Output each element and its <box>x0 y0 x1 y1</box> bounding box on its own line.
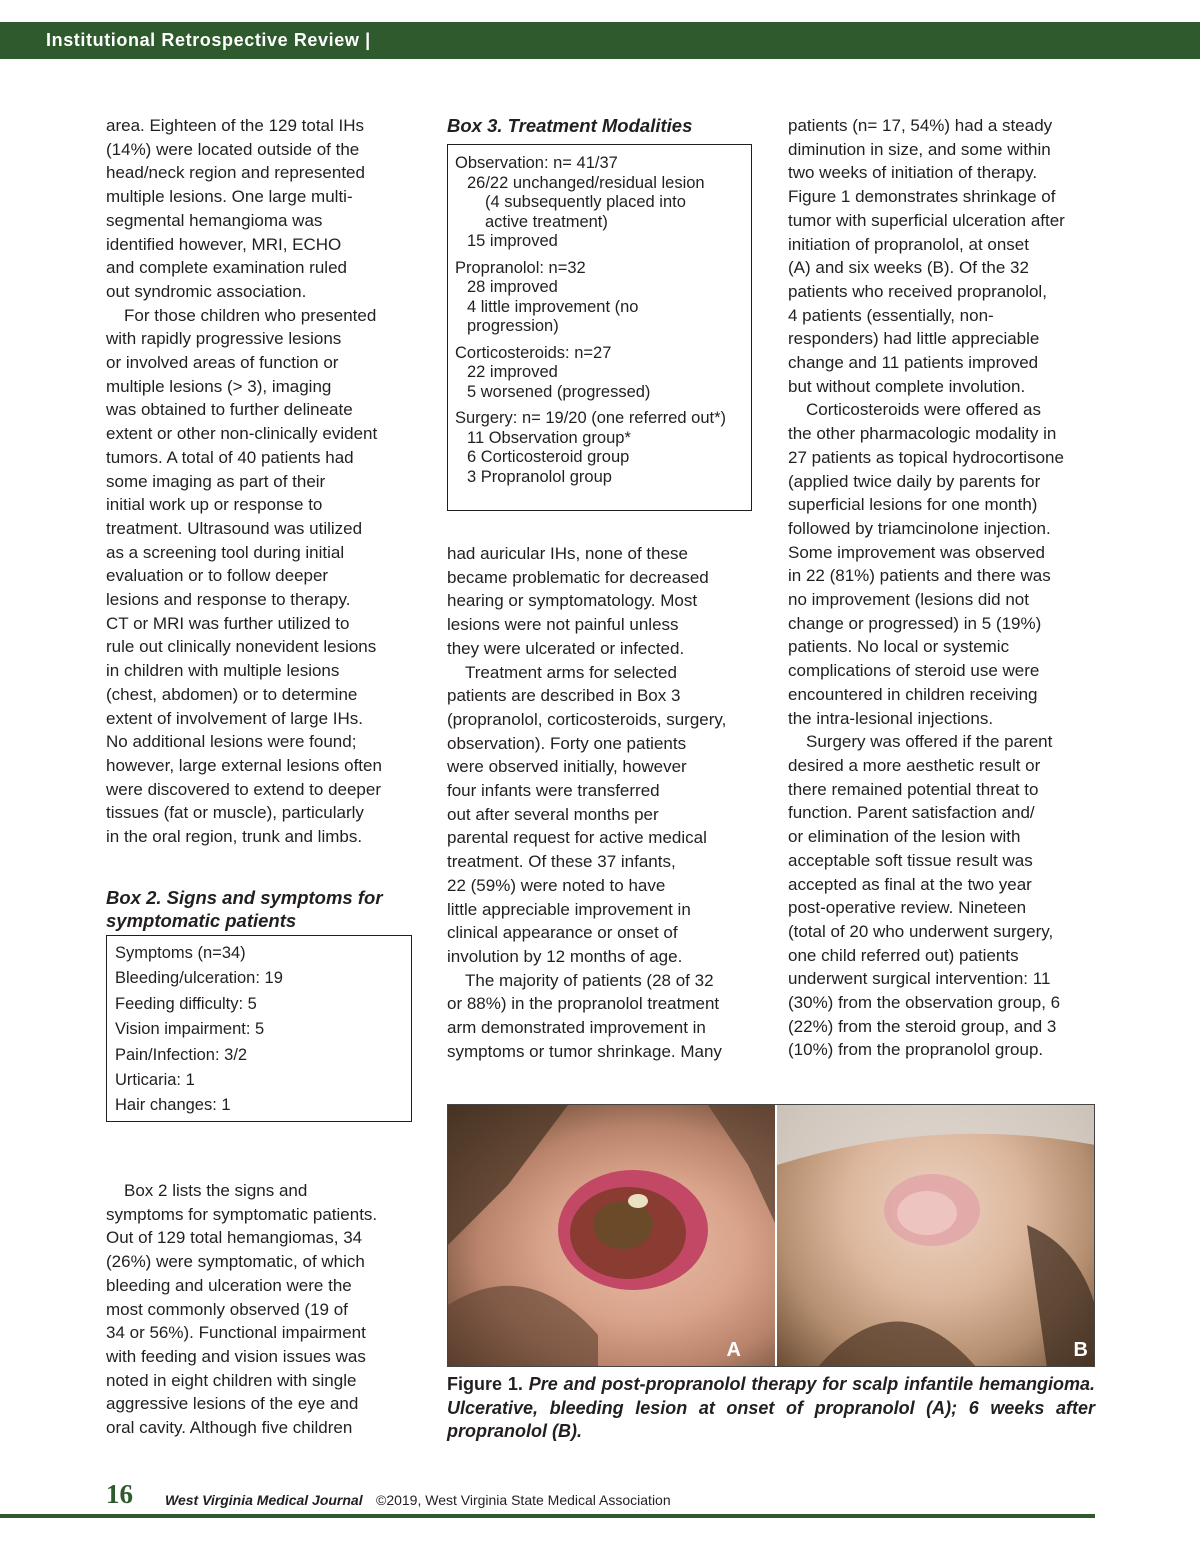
text-line: underwent surgical intervention: 11 <box>788 969 1051 989</box>
text-line: followed by triamcinolone injection. <box>788 518 1051 538</box>
text-line: was obtained to further delineate <box>106 400 353 420</box>
box3-row: 11 Observation group* <box>467 428 631 447</box>
text-line: patients. No local or systemic <box>788 637 1010 657</box>
photo-pre-treatment <box>448 1105 775 1366</box>
text-line: head/neck region and represented <box>106 163 365 183</box>
box3-row: Corticosteroids: n=27 <box>455 343 612 362</box>
footer-rule <box>0 1514 1095 1518</box>
text-line: had auricular IHs, none of these <box>447 544 688 563</box>
text-line: (22%) from the steroid group, and 3 <box>788 1016 1057 1036</box>
photo-label-b: B <box>1073 1339 1088 1361</box>
box3-row: 26/22 unchanged/residual lesion <box>467 173 705 192</box>
text-line: (14%) were located outside of the <box>106 139 360 159</box>
text-line: acceptable soft tissue result was <box>788 850 1033 870</box>
text-line: little appreciable improvement in <box>447 899 691 919</box>
text-line: superficial lesions for one month) <box>788 495 1038 515</box>
section-title: Institutional Retrospective Review | <box>46 30 371 50</box>
text-line: with feeding and vision issues was <box>106 1346 366 1366</box>
figure-caption <box>447 1373 1095 1444</box>
box2-row: Hair changes: 1 <box>115 1096 231 1115</box>
box2-row: Urticaria: 1 <box>115 1071 195 1090</box>
text-line: Corticosteroids were offered as <box>806 400 1041 420</box>
text-line: no improvement (lesions did not <box>788 590 1029 610</box>
text-line: post-operative review. Nineteen <box>788 898 1027 918</box>
text-line: as a screening tool during initial <box>106 542 345 562</box>
text-line: aggressive lesions of the eye and <box>106 1394 359 1414</box>
text-line: evaluation or to follow deeper <box>106 566 329 586</box>
text-line: Surgery was offered if the parent <box>806 732 1053 752</box>
text-line: change or progressed) in 5 (19%) <box>788 613 1042 633</box>
text-line: parental request for active medical <box>447 828 707 848</box>
text-line: were discovered to extend to deeper <box>106 779 382 799</box>
text-line: multiple lesions. One large multi- <box>106 187 353 207</box>
text-line: symptoms for symptomatic patients. <box>106 1204 378 1224</box>
box2-row: Bleeding/ulceration: 19 <box>115 969 283 988</box>
box3-row: Observation: n= 41/37 <box>455 154 618 172</box>
column-right-text <box>788 114 1094 1062</box>
text-line: arm demonstrated improvement in <box>447 1018 706 1038</box>
box2-row: Feeding difficulty: 5 <box>115 994 257 1013</box>
text-line: in the oral region, trunk and limbs. <box>106 827 363 847</box>
box3-row: 6 Corticosteroid group <box>467 448 630 466</box>
text-line: they were ulcerated or infected. <box>447 638 685 658</box>
text-line: out syndromic association. <box>106 281 307 301</box>
text-line: initial work up or response to <box>106 495 323 515</box>
text-line: the intra-lesional injections. <box>788 708 994 728</box>
box3-group <box>455 344 744 403</box>
box3-row: 5 worsened (progressed) <box>467 382 651 401</box>
text-line: were observed initially, however <box>447 757 687 777</box>
box2-symptoms-table <box>106 935 412 1122</box>
box3-row: progression) <box>467 317 559 335</box>
text-line: No additional lesions were found; <box>106 732 357 752</box>
box3-row: 28 improved <box>467 278 558 296</box>
column-middle-text <box>447 542 753 1063</box>
text-line: For those children who presented <box>124 305 377 325</box>
text-line: out after several months per <box>447 804 659 824</box>
text-line: (A) and six weeks (B). Of the 32 <box>788 258 1029 278</box>
box3-row: active treatment) <box>485 212 608 231</box>
text-line: 4 patients (essentially, non- <box>788 305 994 325</box>
copyright-notice: ©2019, West Virginia State Medical Association <box>376 1492 671 1508</box>
box3-row: Propranolol: n=32 <box>455 258 586 277</box>
text-line: Box 2 lists the signs and <box>124 1181 308 1200</box>
text-line: treatment. Ultrasound was utilized <box>106 518 363 538</box>
text-line: oral cavity. Although five children <box>106 1418 353 1438</box>
text-line: patients are described in Box 3 <box>447 686 681 706</box>
text-line: 22 (59%) were noted to have <box>447 875 666 895</box>
box3-row: Surgery: n= 19/20 (one referred out*) <box>455 409 727 427</box>
text-line: with rapidly progressive lesions <box>106 329 342 349</box>
text-line: extent or other non-clinically evident <box>106 424 378 444</box>
text-line: multiple lesions (> 3), imaging <box>106 376 332 396</box>
text-line: 27 patients as topical hydrocortisone <box>788 447 1064 467</box>
text-line: extent of involvement of large IHs. <box>106 708 364 728</box>
text-line: or involved areas of function or <box>106 353 339 373</box>
box3-row: 4 little improvement (no <box>467 297 639 316</box>
text-line: 34 or 56%). Functional impairment <box>106 1323 366 1343</box>
scalp-lesion-a-illustration <box>448 1105 775 1366</box>
text-line: responders) had little appreciable <box>788 329 1040 349</box>
text-line: some imaging as part of their <box>106 471 326 491</box>
text-line: initiation of propranolol, at onset <box>788 234 1029 254</box>
text-line: bleeding and ulceration were the <box>106 1275 352 1295</box>
text-line: desired a more aesthetic result or <box>788 755 1041 775</box>
text-line: hearing or symptomatology. Most <box>447 591 698 611</box>
box3-row: (4 subsequently placed into <box>485 193 686 211</box>
box2-row: Symptoms (n=34) <box>115 944 246 962</box>
text-line: Some improvement was observed <box>788 542 1046 562</box>
text-line: patients who received propranolol, <box>788 281 1047 301</box>
box3-group <box>455 409 744 487</box>
text-line: involution by 12 months of age. <box>447 946 683 966</box>
box3-title: Box 3. Treatment Modalities <box>447 115 693 136</box>
text-line: four infants were transferred <box>447 781 660 801</box>
text-line: two weeks of initiation of therapy. <box>788 163 1038 183</box>
text-line: became problematic for decreased <box>447 567 709 587</box>
text-line: change and 11 patients improved <box>788 353 1039 373</box>
text-line: lesions were not painful unless <box>447 615 679 635</box>
figure-caption-text: Pre and post-propranolol therapy for scalp infantile hemangioma. Ulcerative, bleeding lesion at onset of propranolol (A); 6 weeks after propranolol (B). <box>447 1374 1095 1441</box>
photo-post-treatment <box>777 1105 1094 1366</box>
page-number: 16 <box>106 1479 133 1509</box>
text-line: (total of 20 who underwent surgery, <box>788 921 1054 941</box>
text-line: (26%) were symptomatic, of which <box>106 1252 365 1272</box>
text-line: tissues (fat or muscle), particularly <box>106 803 364 823</box>
text-line: patients (n= 17, 54%) had a steady <box>788 116 1053 135</box>
box3-row: 3 Propranolol group <box>467 467 612 486</box>
text-line: one child referred out) patients <box>788 945 1019 965</box>
text-line: rule out clinically nonevident lesions <box>106 637 377 657</box>
box2-title-line: Box 2. Signs and symptoms for <box>106 887 383 908</box>
text-line: or 88%) in the propranolol treatment <box>447 994 720 1014</box>
text-line: Treatment arms for selected <box>465 662 677 682</box>
box2-title-line: symptomatic patients <box>106 910 297 931</box>
text-line: but without complete involution. <box>788 376 1026 396</box>
text-line: area. Eighteen of the 129 total IHs <box>106 116 365 135</box>
column-left-text <box>106 114 412 849</box>
text-line: in 22 (81%) patients and there was <box>788 566 1051 586</box>
text-line: tumors. A total of 40 patients had <box>106 447 354 467</box>
text-line: and complete examination ruled <box>106 258 347 278</box>
box3-group <box>455 259 744 337</box>
text-line: (30%) from the observation group, 6 <box>788 993 1061 1013</box>
text-line: accepted as final at the two year <box>788 874 1032 894</box>
text-line: or elimination of the lesion with <box>788 827 1021 847</box>
box3-treatment-table <box>447 144 752 511</box>
text-line: however, large external lesions often <box>106 755 382 775</box>
text-line: (chest, abdomen) or to determine <box>106 684 358 704</box>
text-line: The majority of patients (28 of 32 <box>465 970 714 990</box>
column-left-lower-text <box>106 1179 412 1440</box>
journal-name: West Virginia Medical Journal <box>165 1492 363 1508</box>
text-line: clinical appearance or onset of <box>447 923 678 943</box>
text-line: segmental hemangioma was <box>106 210 323 230</box>
text-line: identified however, MRI, ECHO <box>106 234 342 254</box>
text-line: Out of 129 total hemangiomas, 34 <box>106 1228 363 1248</box>
running-header <box>0 22 1200 59</box>
text-line: observation). Forty one patients <box>447 733 687 753</box>
text-line: lesions and response to therapy. <box>106 590 351 610</box>
text-line: treatment. Of these 37 infants, <box>447 852 676 872</box>
text-line: symptoms or tumor shrinkage. Many <box>447 1041 722 1061</box>
text-line: the other pharmacologic modality in <box>788 424 1057 444</box>
text-line: most commonly observed (19 of <box>106 1299 348 1319</box>
text-line: encountered in children receiving <box>788 684 1038 704</box>
photo-label-a: A <box>726 1339 741 1361</box>
box3-row: 22 improved <box>467 363 558 381</box>
text-line: CT or MRI was further utilized to <box>106 613 350 633</box>
text-line: noted in eight children with single <box>106 1370 357 1390</box>
box3-row: 15 improved <box>467 232 558 250</box>
figure-caption-label: Figure 1. <box>447 1374 523 1394</box>
text-line: (applied twice daily by parents for <box>788 471 1041 491</box>
text-line: in children with multiple lesions <box>106 661 340 681</box>
box2-title <box>106 886 383 932</box>
text-line: function. Parent satisfaction and/ <box>788 803 1035 823</box>
box3-group <box>455 154 744 252</box>
text-line: (10%) from the propranolol group. <box>788 1040 1044 1060</box>
text-line: Figure 1 demonstrates shrinkage of <box>788 187 1056 207</box>
box2-row: Vision impairment: 5 <box>115 1020 265 1039</box>
text-line: complications of steroid use were <box>788 661 1040 681</box>
text-line: (propranolol, corticosteroids, surgery, <box>447 709 727 729</box>
text-line: diminution in size, and some within <box>788 139 1051 159</box>
text-line: tumor with superficial ulceration after <box>788 210 1065 230</box>
figure-1-photos <box>447 1104 1095 1367</box>
text-line: there remained potential threat to <box>788 779 1039 799</box>
scalp-lesion-b-illustration <box>777 1105 1094 1366</box>
box2-row: Pain/Infection: 3/2 <box>115 1045 248 1064</box>
